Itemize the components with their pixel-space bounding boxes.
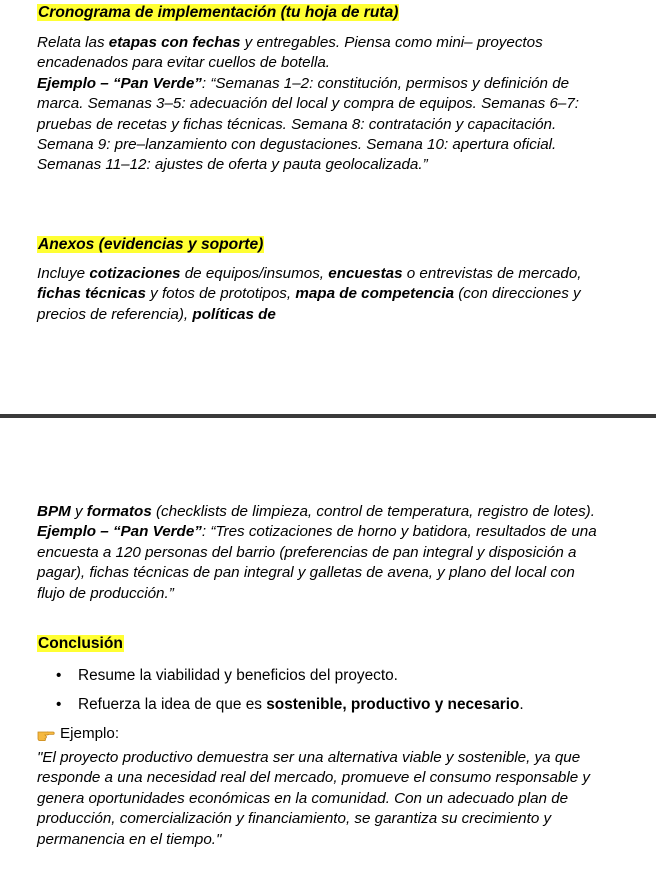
bullet-marker: • [56,696,62,713]
anexos-example-text: : “Tres cotizaciones de horno y batidora, resultados de una encuesta a 120 personas del barrio (preferencias de pan integral y disposición a pagar), fichas técnicas de pan integral y galletas de avena, y plano del local con flujo de producción.” [37,523,597,602]
cronograma-example-text: : “Semanas 1–2: constitución, permisos y definición de marca. Semanas 3–5: adecuación del local y compra de equipos. Semanas 6–7: pruebas de recetas y fichas técnicas. Semana 8: contratación y capacitación. Semana 9: pre–lanzamiento con degustaciones. Semana 10: apertura oficial. Semanas 11–12: ajustes de oferta y pauta geolocalizada.” [37,74,580,174]
conclusion-quote: "El proyecto productivo demuestra ser una alternativa viable y sostenible, ya que responde a una necesidad real del mercado, promueve el consumo responsable y genera oportunidades económicas en la comunidad. Con un adecuado plan de producción, comercialización y financiamiento, se garantiza su crecimiento y permanencia en el tiempo." [37,749,590,848]
bullet-marker: • [56,667,62,684]
cronograma-heading: Cronograma de implementación (tu hoja de ruta) [38,4,399,21]
list-item: • Resume la viabilidad y beneficios del proyecto. [56,667,398,684]
list-item: • Refuerza la idea de que es sostenible, productivo y necesario. [56,696,524,713]
anexos-body-part-2: BPM y formatos (checklists de limpieza, control de temperatura, registro de lotes). Ejemplo – “Pan Verde”: “Tres cotizaciones de horno y batidora, resultados de una encuesta a 120 personas del barrio (preferencias de pan integral y disposición a pagar), fichas técnicas de pan integral y galletas de avena, y plano del local con flujo de producción.” [37,503,597,602]
cronograma-example-label: Ejemplo – “Pan Verde” [37,74,202,92]
document-page-1 [0,0,656,414]
pointing-hand-icon [37,726,55,742]
conclusion-example-label: Ejemplo: [37,724,597,744]
anexos-example-label: Ejemplo – “Pan Verde” [37,523,202,541]
conclusion-heading: Conclusión [38,635,123,652]
document-page-2 [0,418,656,882]
anexos-body-part-1: Incluye cotizaciones de equipos/insumos, encuestas o entrevistas de mercado, fichas técnicas y fotos de prototipos, mapa de competencia (con direcciones y precios de referencia), políticas de [37,265,582,323]
anexos-heading: Anexos (evidencias y soporte) [38,236,264,253]
cronograma-body: Relata las etapas con fechas y entregables. Piensa como mini– proyectos encadenados para evitar cuellos de botella. Ejemplo – “Pan Verde”: “Semanas 1–2: constitución, permisos y definición de marca. Semanas 3–5: adecuación del local y compra de equipos. Semanas 6–7: pruebas de recetas y fichas técnicas. Semana 8: contratación y capacitación. Semana 9: pre–lanzamiento con degustaciones. Semana 10: apertura oficial. Semanas 11–12: ajustes de oferta y pauta geolocalizada.” [37,34,580,174]
conclusion-bullet-list [56,666,616,724]
